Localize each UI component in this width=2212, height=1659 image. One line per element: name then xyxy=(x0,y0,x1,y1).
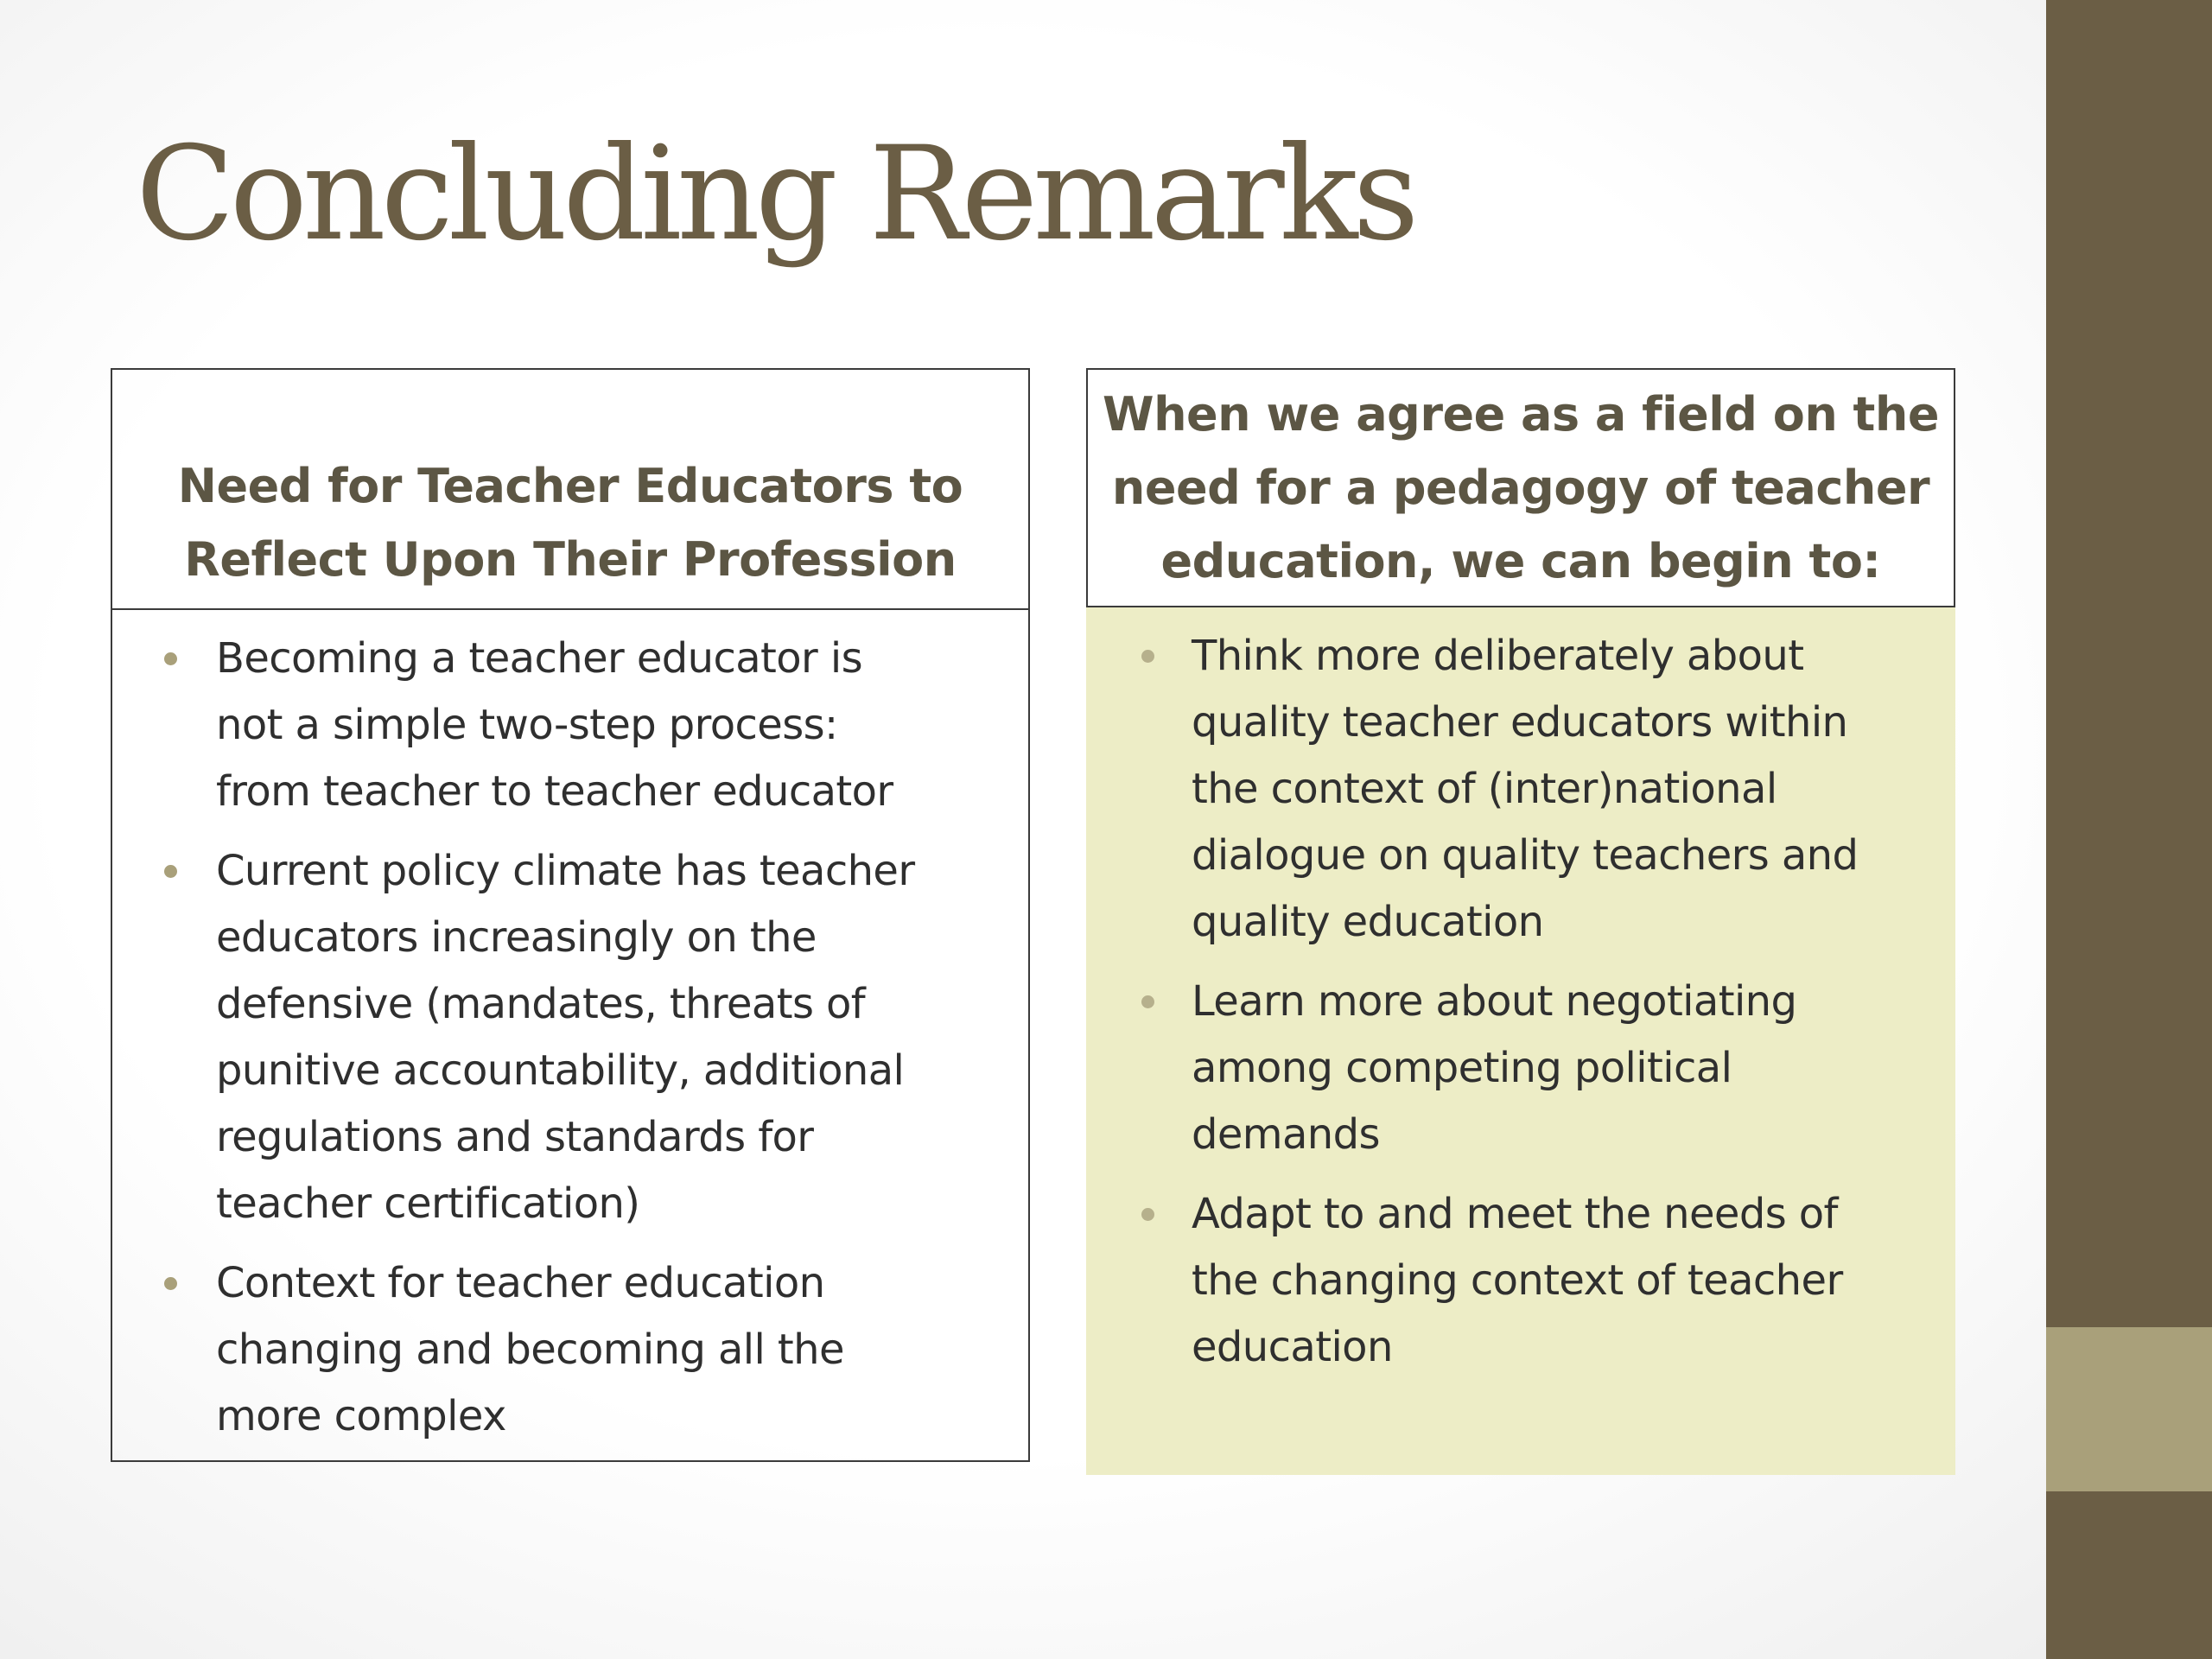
bullet-icon xyxy=(164,652,177,665)
left-panel-heading xyxy=(178,449,963,596)
bullet-line: dialogue on quality teachers and xyxy=(1192,831,1859,880)
list-item xyxy=(1086,969,1955,1168)
heading-line: need for a pedagogy of teacher xyxy=(1111,461,1930,515)
bullet-line: regulations and standards for xyxy=(216,1113,814,1161)
bullet-icon xyxy=(164,865,177,878)
heading-line: education, we can begin to: xyxy=(1160,534,1881,588)
bullet-line: among competing political xyxy=(1192,1044,1732,1092)
left-panel-body xyxy=(111,608,1030,1462)
bullet-line: education xyxy=(1192,1323,1393,1371)
list-item xyxy=(112,626,1028,825)
heading-line: Reflect Upon Their Profession xyxy=(184,532,957,587)
bullet-line: quality education xyxy=(1192,898,1544,946)
bullet-line: the context of (inter)national xyxy=(1192,765,1777,813)
bullet-line: teacher certification) xyxy=(216,1179,640,1228)
bullet-line: punitive accountability, additional xyxy=(216,1046,905,1095)
bullet-line: Think more deliberately about xyxy=(1192,632,1804,680)
list-item xyxy=(112,838,1028,1237)
bullet-icon xyxy=(164,1277,177,1290)
bullet-line: demands xyxy=(1192,1110,1380,1159)
bullet-icon xyxy=(1141,995,1154,1008)
bullet-line: Context for teacher education xyxy=(216,1259,825,1307)
side-band-accent xyxy=(2046,1327,2212,1491)
bullet-line: not a simple two-step process: xyxy=(216,701,838,749)
bullet-line: Becoming a teacher educator is xyxy=(216,634,862,683)
right-panel-body xyxy=(1086,607,1955,1475)
bullet-icon xyxy=(1141,1208,1154,1221)
list-item xyxy=(112,1250,1028,1450)
heading-line: Need for Teacher Educators to xyxy=(177,459,963,513)
left-panel-header xyxy=(111,368,1030,608)
bullet-line: Current policy climate has teacher xyxy=(216,847,915,895)
bullet-line: educators increasingly on the xyxy=(216,913,817,962)
bullet-line: from teacher to teacher educator xyxy=(216,767,893,816)
right-panel-header xyxy=(1086,368,1955,607)
right-bullet-list xyxy=(1086,623,1955,1394)
left-bullet-list xyxy=(112,626,1028,1463)
bullet-icon xyxy=(1141,650,1154,663)
bullet-line: more complex xyxy=(216,1392,506,1440)
list-item xyxy=(1086,623,1955,956)
bullet-line: changing and becoming all the xyxy=(216,1325,844,1374)
right-panel-heading xyxy=(1103,378,1939,598)
list-item xyxy=(1086,1181,1955,1381)
heading-line: When we agree as a field on the xyxy=(1103,387,1939,442)
bullet-line: Learn more about negotiating xyxy=(1192,977,1797,1026)
bullet-line: quality teacher educators within xyxy=(1192,698,1848,747)
bullet-line: Adapt to and meet the needs of xyxy=(1192,1190,1838,1238)
bullet-line: the changing context of teacher xyxy=(1192,1256,1843,1305)
slide-title: Concluding Remarks xyxy=(136,119,1414,270)
bullet-line: defensive (mandates, threats of xyxy=(216,980,866,1028)
